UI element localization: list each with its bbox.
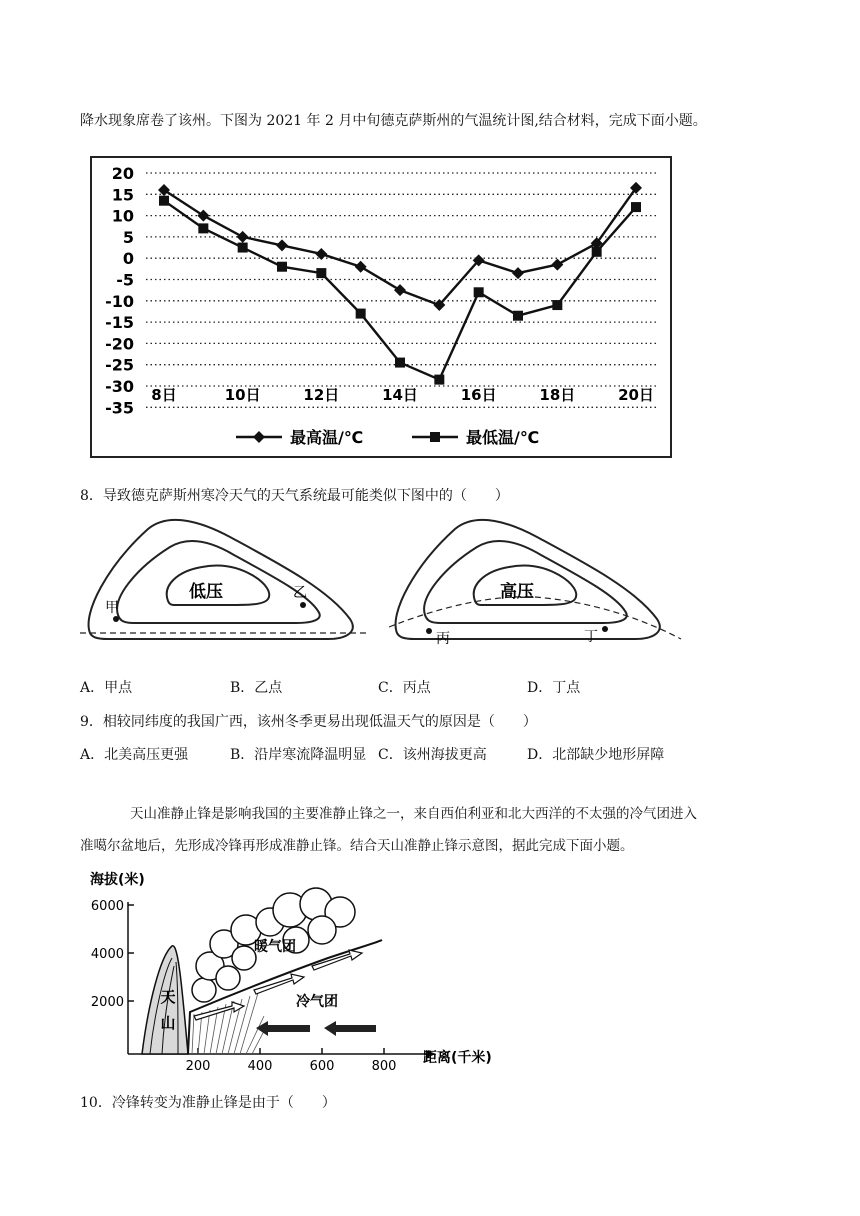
point-jia-label: 甲 <box>105 600 119 616</box>
mountain-label-2: 山 <box>160 1014 176 1032</box>
x-tick-label: 12日 <box>303 386 340 404</box>
cold-air-arrows <box>256 1021 376 1036</box>
y-tick-label: 5 <box>122 227 134 247</box>
front-x-tick: 400 <box>247 1059 273 1074</box>
q8-stem: 8．导致德克萨斯州寒冷天气的天气系统最可能类似下图中的（ ） <box>80 488 509 504</box>
point-ding-label: 丁 <box>584 629 598 645</box>
q9-option-c[interactable]: C．该州海拔更高 <box>378 747 487 763</box>
front-x-axis-label: 距离(千米) <box>423 1050 492 1066</box>
q8-option-b[interactable]: B．乙点 <box>230 680 283 696</box>
min-temp-point <box>474 287 484 297</box>
center-label-high: 高压 <box>500 582 534 602</box>
x-tick-label: 18日 <box>539 386 576 404</box>
point-yi-label: 乙 <box>293 585 307 601</box>
legend-label: 最高温/℃ <box>290 428 364 447</box>
x-tick-label: 10日 <box>224 386 261 404</box>
front-y-tick: 4000 <box>90 947 124 962</box>
min-temp-point <box>238 243 248 253</box>
q8-option-c[interactable]: C．丙点 <box>378 680 431 696</box>
legend-square-icon <box>430 432 440 442</box>
point-ding-dot <box>602 626 608 632</box>
y-tick-label: -5 <box>116 270 134 290</box>
min-temp-point <box>159 196 169 206</box>
q10-stem: 10．冷锋转变为准静止锋是由于（ ） <box>80 1095 336 1111</box>
y-tick-label: 15 <box>111 185 134 205</box>
center-label-low: 低压 <box>189 582 223 602</box>
min-temp-point <box>316 268 326 278</box>
y-tick-label: -25 <box>105 355 134 375</box>
q9-stem: 9．相较同纬度的我国广西，该州冬季更易出现低温天气的原因是（ ） <box>80 714 537 730</box>
q8-left-figure <box>78 515 378 655</box>
q8-option-d[interactable]: D．丁点 <box>527 680 581 696</box>
y-tick-label: -30 <box>105 377 134 396</box>
point-bing-label: 丙 <box>436 631 450 647</box>
min-temp-point <box>513 311 523 321</box>
front-y-axis-label: 海拔(米) <box>90 872 145 888</box>
y-tick-label: 0 <box>122 249 134 269</box>
chart-frame <box>91 157 671 457</box>
x-tick-label: 20日 <box>618 386 654 404</box>
y-tick-label: -10 <box>105 291 134 311</box>
x-tick-label: 8日 <box>151 386 177 404</box>
min-temp-point <box>631 202 641 212</box>
x-tick-label: 16日 <box>460 386 497 404</box>
front-x-tick: 800 <box>371 1059 397 1074</box>
point-yi-dot <box>300 602 306 608</box>
q9-option-d[interactable]: D．北部缺少地形屏障 <box>527 747 665 763</box>
min-temp-point <box>356 309 366 319</box>
y-tick-label: 20 <box>111 164 134 183</box>
passage-line-2: 准噶尔盆地后，先形成冷锋再形成准静止锋。结合天山准静止锋示意图，据此完成下面小题。 <box>80 838 634 854</box>
min-temp-point <box>277 262 287 272</box>
q9-option-b[interactable]: B．沿岸寒流降温明显 <box>230 747 367 763</box>
cold-air-label: 冷气团 <box>296 994 338 1010</box>
temperature-chart <box>90 156 672 458</box>
tianshan-front-diagram <box>78 866 518 1076</box>
q9-option-a[interactable]: A．北美高压更强 <box>80 747 189 763</box>
q8-right-figure <box>385 515 685 655</box>
mountain-label-1: 天 <box>160 988 176 1006</box>
legend-label: 最低温/℃ <box>466 428 540 447</box>
min-temp-point <box>395 358 405 368</box>
min-temp-point <box>552 300 562 310</box>
front-x-tick: 200 <box>185 1059 211 1074</box>
point-jia-dot <box>113 616 119 622</box>
y-tick-label: 10 <box>111 206 134 226</box>
front-line-dashed <box>389 597 681 639</box>
front-y-tick: 2000 <box>90 995 124 1010</box>
q8-option-a[interactable]: A．甲点 <box>80 680 133 696</box>
x-tick-label: 14日 <box>382 386 418 404</box>
front-y-tick: 6000 <box>90 899 124 914</box>
passage-line-1: 天山准静止锋是影响我国的主要准静止锋之一，来自西伯利亚和北大西洋的不太强的冷气团进入 <box>130 806 697 822</box>
front-x-tick: 600 <box>309 1059 335 1074</box>
intro-line: 降水现象席卷了该州。下图为 2021 年 2 月中旬德克萨斯州的气温统计图,结合材料，完成下面小题。 <box>80 113 707 129</box>
point-bing-dot <box>426 628 432 634</box>
y-tick-label: -20 <box>105 334 134 354</box>
min-temp-point <box>434 375 444 385</box>
y-tick-label: -35 <box>105 398 134 418</box>
min-temp-point <box>198 223 208 233</box>
min-temp-point <box>592 247 602 257</box>
y-tick-label: -15 <box>105 313 134 333</box>
warm-air-label: 暖气团 <box>254 939 296 955</box>
